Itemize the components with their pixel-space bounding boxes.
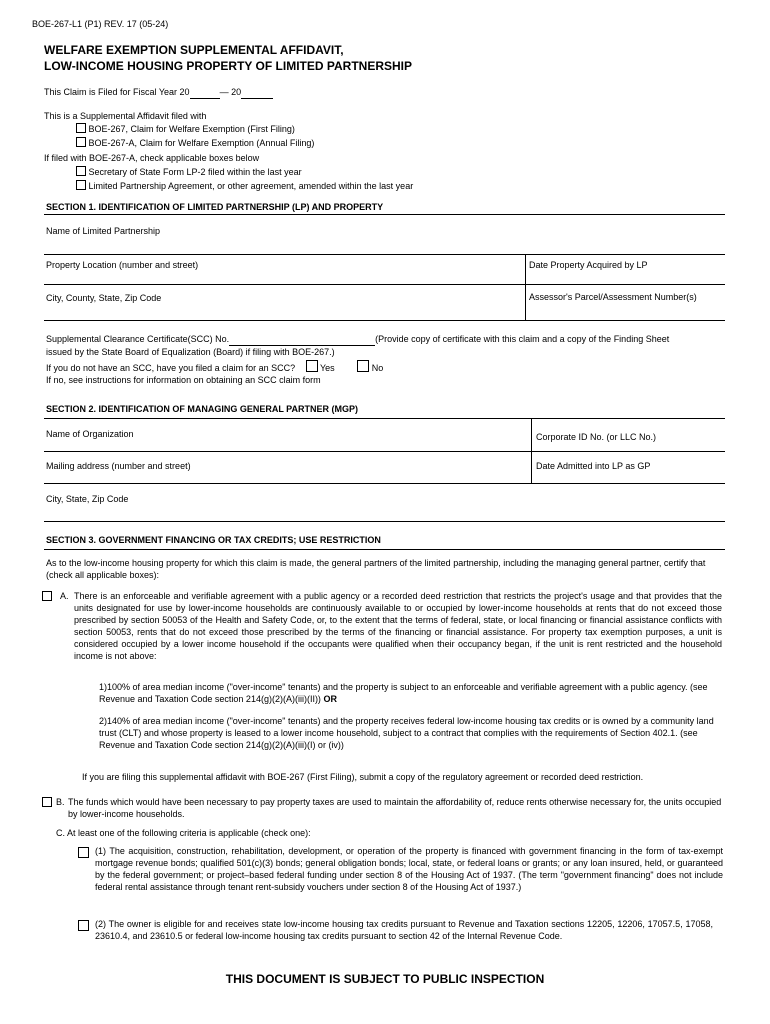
opt-boe267: BOE-267, Claim for Welfare Exemption (First Filing): [76, 123, 295, 135]
parcel-label: Assessor's Parcel/Assessment Number(s): [529, 292, 697, 302]
title-line-1: WELFARE EXEMPTION SUPPLEMENTAL AFFIDAVIT,: [44, 43, 344, 57]
property-location-label: Property Location (number and street): [46, 260, 199, 270]
title-line-2: LOW-INCOME HOUSING PROPERTY OF LIMITED PARTNERSHIP: [44, 59, 412, 73]
scc-instructions: If no, see instructions for information on obtaining an SCC claim form: [46, 375, 321, 385]
checkbox-criteria-c1[interactable]: [78, 847, 89, 858]
city-field[interactable]: [44, 320, 725, 321]
criteria-c-text: C. At least one of the following criteria is applicable (check one):: [56, 828, 311, 838]
public-inspection-notice: THIS DOCUMENT IS SUBJECT TO PUBLIC INSPECTION: [225, 972, 545, 986]
section3-top-rule: [44, 549, 725, 550]
section2-top-rule: [44, 418, 725, 419]
checkbox-lp2[interactable]: [76, 166, 86, 176]
checkbox-boe267[interactable]: [76, 123, 86, 133]
section1-divider: [525, 255, 526, 320]
criteria-a-text: There is an enforceable and verifiable agreement with a public agency or a recorded deed restriction that restricts the project's usage and that provides that the units designated for use by lower-income households are continuously available to or occupied by lower-income households at rents that do not exceed those prescribed by section 50053 of the Health and Safety Code, or, to the extent that the terms of federal, state, or local financing or financial assistance conflicts with section 50053, rents that do not exceed those prescribed by the terms of the financing or financial assistance. For property tax exemption purposes, a unit is considered occupied by a lower income household if the occupants were qualified when their occupancy began, if the unit is rent restricted and the household income is not above:: [74, 591, 722, 661]
section1-top-rule: [44, 214, 725, 215]
date-admitted-label: Date Admitted into LP as GP: [536, 461, 651, 471]
fiscal-year-end-field[interactable]: [241, 86, 273, 99]
scc-yes-checkbox[interactable]: [306, 360, 318, 372]
filed-with-intro: This is a Supplemental Affidavit filed with: [44, 111, 207, 121]
section2-heading: SECTION 2. IDENTIFICATION OF MANAGING GENERAL PARTNER (MGP): [46, 404, 359, 414]
opt-boe267a: BOE-267-A, Claim for Welfare Exemption (Annual Filing): [76, 137, 314, 149]
criteria-c2: (2) The owner is eligible for and receives state low-income housing tax credits pursuant to Revenue and Taxation sections 12205, 12206, 17057.5, 17058, 23610.4, and 23610.5 or federal low-income housing tax credits pursuant to section 42 of the Internal Revenue Code.: [95, 919, 713, 941]
checkbox-criteria-c2[interactable]: [78, 920, 89, 931]
form-code: BOE-267-L1 (P1) REV. 17 (05-24): [32, 19, 169, 29]
mgp-city-label: City, State, Zip Code: [46, 494, 129, 504]
mailing-field[interactable]: [44, 483, 725, 484]
scc-number-field[interactable]: [229, 333, 375, 346]
criteria-a-note: If you are filing this supplemental affidavit with BOE-267 (First Filing), submit a copy of the regulatory agreement or recorded deed restriction.: [82, 772, 644, 782]
corp-id-label: Corporate ID No. (or LLC No.): [536, 432, 657, 442]
mailing-label: Mailing address (number and street): [46, 461, 191, 471]
criteria-c1: (1) The acquisition, construction, rehabilitation, development, or operation of the property is financed with government financing in the form of tax-exempt mortgage revenue bonds; qualified 501(c)(3) bonds; general obligation bonds; local, state, or federal loans or grants; or any loan insured, held, or guaranteed by the federal government; or project–based federal funding under section 8 of the Housing Act of 1937. (The term "government financing" does not include federal rental assistance through tenant rent-subsidy vouchers under section 8 of the Housing Act of 1937.): [95, 846, 723, 892]
opt-lp2: Secretary of State Form LP-2 filed within the last year: [76, 166, 302, 178]
city-label: City, County, State, Zip Code: [46, 293, 162, 303]
org-name-label: Name of Organization: [46, 429, 134, 439]
criteria-a1: 1)100% of area median income ("over-income" tenants) and the property is subject to an enforceable and verifiable agreement with a public agency. (see Revenue and Taxation Code section 214(g)(2)(A)(iii)(II)) OR: [99, 682, 708, 704]
section3-intro: As to the low-income housing property for which this claim is made, the general partners of the limited partnership, including the managing general partner, certify that (check all applicable boxes):: [46, 558, 706, 580]
lp-name-field[interactable]: [44, 254, 725, 255]
scc-line: Supplemental Clearance Certificate(SCC) No. (Provide copy of certificate with this claim and a copy of the Finding Sheet: [46, 334, 670, 344]
checkbox-criteria-b[interactable]: [42, 797, 52, 807]
checkbox-lp-agreement[interactable]: [76, 180, 86, 190]
scc-no-checkbox[interactable]: [357, 360, 369, 372]
date-acquired-label: Date Property Acquired by LP: [529, 260, 648, 270]
property-location-field[interactable]: [44, 284, 725, 285]
form-title: [44, 42, 412, 74]
mgp-city-field[interactable]: [44, 521, 725, 522]
lp-name-label: Name of Limited Partnership: [46, 226, 161, 236]
scc-line-2: issued by the State Board of Equalization (Board) if filing with BOE-267.): [46, 347, 335, 357]
checkbox-boe267a[interactable]: [76, 137, 86, 147]
scc-question: If you do not have an SCC, have you filed a claim for an SCC? Yes No: [46, 360, 383, 374]
if-filed-note: If filed with BOE-267-A, check applicable boxes below: [44, 153, 260, 163]
org-name-field[interactable]: [44, 451, 725, 452]
opt-lp-agreement: Limited Partnership Agreement, or other agreement, amended within the last year: [76, 180, 413, 192]
criteria-a2: 2)140% of area median income ("over-income" tenants) and the property receives federal low-income housing tax credits or is owned by a community land trust (CLT) and whose property is leased to a lower income household, subject to a contract that complies with the requirements of Section 402.1. (see Revenue and Taxation Code section 214(g)(2)(A)(iii)(I) or (iv)): [99, 716, 714, 750]
fiscal-year-line: This Claim is Filed for Fiscal Year 20 — 20: [44, 86, 273, 99]
fiscal-year-start-field[interactable]: [190, 86, 220, 99]
section1-heading: SECTION 1. IDENTIFICATION OF LIMITED PARTNERSHIP (LP) AND PROPERTY: [46, 202, 384, 212]
criteria-b-text: The funds which would have been necessary to pay property taxes are used to maintain the affordability of, reduce rents otherwise necessary for, the units occupied by lower-income households.: [68, 797, 722, 819]
section3-heading: SECTION 3. GOVERNMENT FINANCING OR TAX CREDITS; USE RESTRICTION: [46, 535, 381, 545]
checkbox-criteria-a[interactable]: [42, 591, 52, 601]
